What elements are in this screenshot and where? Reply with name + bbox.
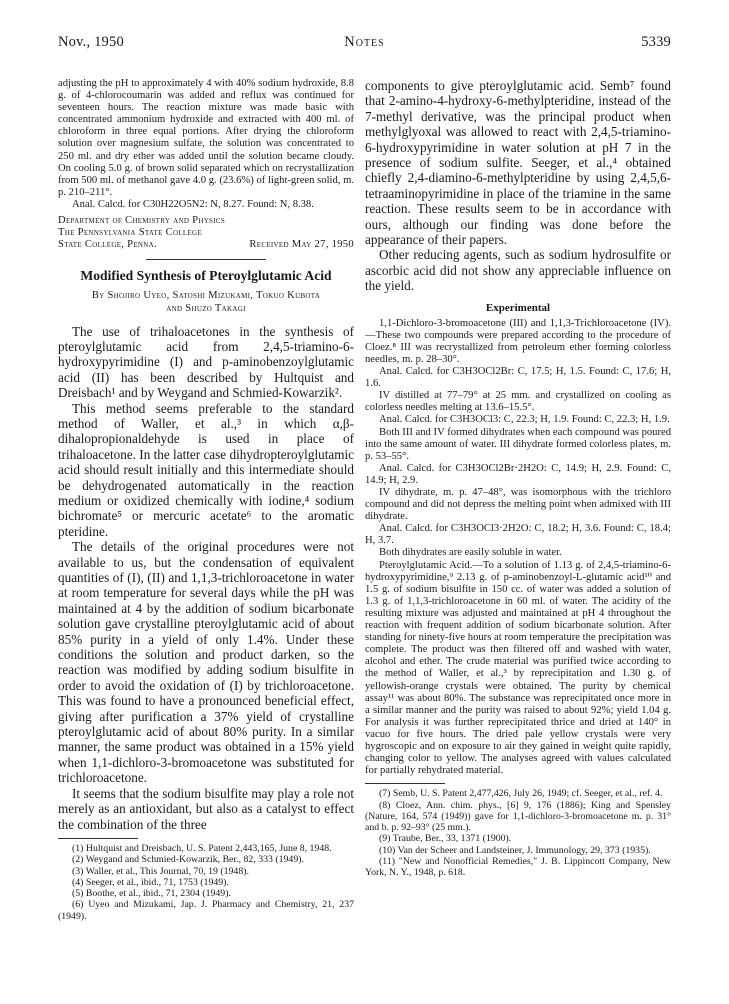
prev-article-text: adjusting the pH to approximately 4 with 40% sodium hydroxide, 8.8 g. of 4-chlorocoumarin was added and reflux was continued for seventeen hours. The reaction mixture was made basic with concentrated ammonium hydroxide and extracted with 400 ml. of chloroform in three equal portions. After drying the chloroform solution over magnesium sulfate, the solution was concentrated to 250 ml. and dry ether was added until the solution became cloudy. On cooling 5.0 g. of brown solid separated which on recrystallization from 500 ml. of methanol gave 4.0 g. (23.6%) of light-green solid, m. p. 210–211°. [58,78,354,198]
experimental-paragraph: Both dihydrates are easily soluble in water. [379,547,562,559]
prev-article-analysis: Anal. Calcd. for C30H22O5N2: N, 8.27. Found: N, 8.38. [72,198,314,210]
footnote: (7) Semb, U. S. Patent 2,477,426, July 26, 1949; cf. Seeger, et al., ref. 4. [379,788,663,800]
footnote: (5) Boothe, et al., ibid., 71, 2304 (1949). [72,888,231,900]
affiliation-city: State College, Penna. [58,239,157,251]
experimental-paragraph: Anal. Calcd. for C3H3OCl3·2H2O: C, 18.2; H, 3.6. Found: C, 18.4; H, 3.7. [365,523,671,547]
affiliation-line-1: Department of Chemistry and Physics [58,215,226,227]
footnote-rule [365,783,445,784]
affiliation-line-3 [58,239,354,251]
footnote: (6) Uyeo and Mizukami, Jap. J. Pharmacy and Chemistry, 21, 237 (1949). [58,899,354,922]
experimental-paragraph: Anal. Calcd. for C3H3OCl3: C, 22.3; H, 1.9. Found: C, 22.3; H, 1.9. [379,414,670,426]
footnote-rule [58,838,138,839]
body-paragraph-5: components to give pteroylglutamic acid. Semb⁷ found that 2-amino-4-hydroxy-6-methylpteridine, instead of the 7-methyl derivative, was the principal product when methylglyoxal was allowed to react with 2,4,5-triamino-6-hydroxypyrimidine in water solution at pH 7 in the presence of sodium sulfite. Seeger, et al.,⁴ obtained chiefly 2,4-diamino-6-methylpteridine by using 2,4,5,6-tetraaminopyrimidine in place of the triamine in the same reaction. These results seem to be in accordance with ours, although our finding was done before the appearance of their papers. [365,78,671,248]
experimental-paragraph: Pteroylglutamic Acid.—To a solution of 1.13 g. of 2,4,5-triamino-6-hydroxypyrimidine,⁹ 2.13 g. of p-aminobenzoyl-L-glutamic acid¹⁰ and 1.5 g. of sodium bisulfite in 150 cc. of water was added a solution of 1.3 g. of 1,1,3-trichloroacetone in 60 ml. of water. The acidity of the resulting mixture was adjusted and maintained at pH 4 throughout the reaction with frequent addition of sodium bicarbonate solution. After standing for ninety-five hours at room temperature the precipitation was complete. The product was then filtered off and washed with water, alcohol and ether. The crude material was purified twice according to the method of Waller, et al.,³ by reprecipitation and 1.30 g. of yellowish-orange crystals were obtained. The purity by chemical assay¹¹ was about 80%. The substance was reprecipitated once more in a similar manner and the purity was raised to about 92%; yield 1.04 g. For analysis it was further reprecipitated thrice and dried at 140° in vacuo for five hours. The dried pale yellow crystals were very hygroscopic and on exposure to air they gained in weight quite rapidly, changing color to yellow. The analyses agreed with values calculated for partially rehydrated material. [365,559,671,777]
experimental-paragraph: IV distilled at 77–79° at 25 mm. and crystallized on cooling as colorless needles melting at 13.6–15.5°. [365,390,671,414]
affiliation-line-2: The Pennsylvania State College [58,227,202,239]
footnote: (11) "New and Nonofficial Remedies," J. B. Lippincott Company, New York, N. Y., 1948, p. 618. [365,856,671,879]
section-name: Notes [344,34,385,50]
left-column [58,78,354,922]
experimental-paragraph: Anal. Calcd. for C3H3OCl2Br: C, 17.5; H, 1.5. Found: C, 17.6; H, 1.6. [365,366,671,390]
footnote: (10) Van der Scheer and Landsteiner, J. Immunology, 29, 373 (1935). [379,844,651,856]
footnote: (1) Hultquist and Dreisbach, U. S. Patent 2,443,165, June 8, 1948. [72,842,332,854]
body-paragraph-6: Other reducing agents, such as sodium hydrosulfite or ascorbic acid did not show any appreciable influence on the yield. [365,247,671,294]
page-header [58,34,671,58]
footnote: (9) Traube, Ber., 33, 1371 (1900). [379,833,512,845]
right-column [365,78,671,879]
body-paragraph-2: This method seems preferable to the standard method of Waller, et al.,³ in which α,β-dihalopropionaldehyde is used in place of trihaloacetone. In the latter case dihydropteroylglutamic acid should result initially and this intermediate should be dehydrogenated automatically in the reaction medium or oxidized chemically with iodine,⁴ sodium bichromate⁵ or mercuric acetate⁶ to the aromatic pteridine. [58,400,354,539]
article-title: Modified Synthesis of Pteroylglutamic Acid [80,268,332,284]
body-paragraph-3: The details of the original procedures were not available to us, but the condensation of equivalent quantities of (I), (II) and 1,1,3-trichloroacetone in water at room temperature for several days while the pH was maintained at 4 by the addition of sodium bicarbonate solution gave crystalline pteroylglutamic acid of about 85% purity in a yield of only 1.4%. Under these conditions the solution and product darken, so the reaction was modified by adding sodium bisulfite in order to avoid the oxidation of (I) by trichloroacetone. This was found to have a pronounced beneficial effect, giving after purification a 37% yield of crystalline pteroylglutamic acid of about 80% purity. In a similar manner, the same product was obtained in a 15% yield when 1,1-dichloro-3-bromoacetone was substituted for trichloroacetone. [58,539,354,786]
footnotes-left [58,843,354,922]
body-paragraph-4: It seems that the sodium bisulfite may play a role not merely as an antioxidant, but also as a catalyst to effect the combination of the three [58,785,354,832]
authors-line-2: and Shuzo Takagi [166,302,246,314]
authors-line-1: By Shojiro Uyeo, Satoshi Mizukami, Tokuo Kubota [91,290,321,302]
footnote: (2) Weygand and Schmied-Kowarzik, Ber., 82, 333 (1949). [72,854,304,866]
article-authors [58,290,354,315]
article-divider [146,259,266,260]
footnote: (3) Waller, et al., This Journal, 70, 19 (1948). [72,865,249,877]
footnote: (8) Cloez, Ann. chim. phys., [6] 9, 176 (1886); King and Spensley (Nature, 164, 574 (1949)) gave for 1,1-dichloro-3-bromoacetone m. p. 31° and b. p. 92–93° (25 mm.). [365,799,671,834]
received-date: Received May 27, 1950 [249,239,354,251]
body-paragraph-1: The use of trihaloacetones in the synthesis of pteroylglutamic acid from 2,4,5-triamino-6-hydroxypyrimidine (I) and p-aminobenzoylglutamic acid (II) has been described by Hultquist and Dreisbach¹ and by Weygand and Schmied-Kowarzik². [58,323,354,401]
footnotes-right [365,788,671,878]
footnote: (4) Seeger, et al., ibid., 71, 1753 (1949). [72,876,229,888]
experimental-heading: Experimental [485,301,551,314]
experimental-paragraph: 1,1-Dichloro-3-bromoacetone (III) and 1,1,3-Trichloroacetone (IV).—These two compounds were prepared according to the procedure of Cloez.⁸ III was recrystallized from petroleum ether forming colorless needles, m. p. 28–30°. [365,317,671,365]
experimental-paragraph: IV dihydrate, m. p. 47–48°, was isomorphous with the trichloro compound and did not depress the melting point when admixed with III dihydrate. [365,487,671,523]
issue-date: Nov., 1950 [58,34,124,50]
experimental-paragraph: Both III and IV formed dihydrates when each compound was poured into the same amount of water. III dihydrate formed colorless plates, m. p. 53–55°. [365,426,671,462]
experimental-paragraph: Anal. Calcd. for C3H3OCl2Br·2H2O: C, 14.9; H, 2.9. Found: C, 14.9; H, 2.9. [365,462,671,486]
page-number: 5339 [641,34,671,50]
